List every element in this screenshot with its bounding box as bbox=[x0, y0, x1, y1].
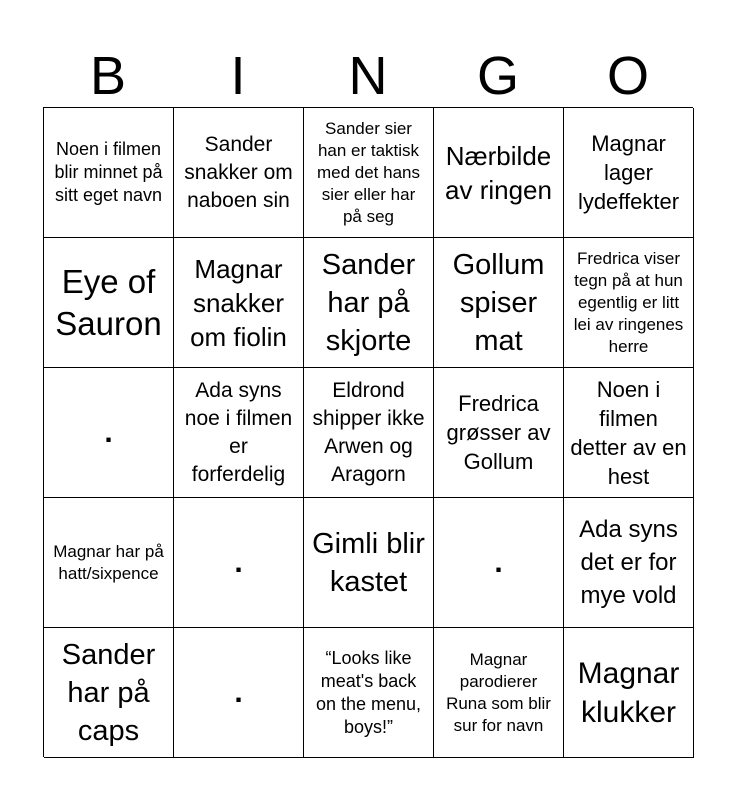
cell-text: Sander har på skjorte bbox=[321, 248, 416, 357]
bingo-cell[interactable] bbox=[304, 628, 434, 758]
cell-text: Magnar har på hatt/sixpence bbox=[53, 541, 164, 583]
bingo-cell[interactable] bbox=[434, 368, 564, 498]
cell-text: Sander snakker om naboen sin bbox=[184, 132, 293, 212]
cell-text: Eldrond shipper ikke Arwen og Aragorn bbox=[312, 378, 425, 486]
bingo-cell[interactable] bbox=[304, 368, 434, 498]
cell-text: Magnar lager lydeffekter bbox=[577, 131, 680, 214]
bingo-cell[interactable] bbox=[434, 498, 564, 628]
cell-text: Sander sier han er taktisk med det hans sier eller har på seg bbox=[316, 118, 420, 226]
cell-text: “Looks like meat's back on the menu, boys!” bbox=[315, 647, 422, 737]
bingo-cell[interactable] bbox=[174, 628, 304, 758]
cell-text: Ada syns det er for mye vold bbox=[579, 516, 678, 609]
cell-text: . bbox=[494, 545, 503, 579]
bingo-cell[interactable] bbox=[434, 238, 564, 368]
bingo-cell[interactable] bbox=[174, 108, 304, 238]
cell-text: Fredrica grøsser av Gollum bbox=[446, 391, 551, 474]
cell-text: Noen i filmen detter av en hest bbox=[570, 376, 687, 489]
bingo-cell[interactable] bbox=[564, 238, 694, 368]
cell-text: Nærbilde av ringen bbox=[445, 140, 552, 205]
cell-text: Sander har på caps bbox=[61, 638, 156, 747]
cell-text: . bbox=[104, 415, 113, 449]
header-letter-b: B bbox=[89, 46, 127, 106]
cell-text: . bbox=[234, 545, 243, 579]
header-letter-n: N bbox=[348, 46, 388, 106]
bingo-cell[interactable] bbox=[174, 368, 304, 498]
cell-text: Magnar parodierer Runa som blir sur for navn bbox=[446, 649, 551, 735]
cell-text: Gimli blir kastet bbox=[312, 527, 425, 598]
bingo-cell[interactable] bbox=[564, 628, 694, 758]
bingo-cell[interactable] bbox=[44, 108, 174, 238]
header-letter-o: O bbox=[606, 46, 649, 106]
cell-text: Ada syns noe i filmen er forferdelig bbox=[184, 378, 293, 486]
cell-text: Fredrica viser tegn på at hun egentlig er litt lei av ringenes herre bbox=[573, 248, 684, 356]
bingo-header bbox=[43, 44, 693, 108]
cell-text: Magnar snakker om fiolin bbox=[190, 253, 287, 352]
cell-text: Eye of Sauron bbox=[55, 262, 162, 342]
bingo-cell[interactable] bbox=[304, 498, 434, 628]
header-letter-i: I bbox=[230, 46, 246, 106]
bingo-cell[interactable] bbox=[304, 238, 434, 368]
bingo-cell[interactable] bbox=[44, 498, 174, 628]
bingo-cell[interactable] bbox=[174, 238, 304, 368]
header-letter-g: G bbox=[476, 46, 519, 106]
cell-text: Noen i filmen blir minnet på sitt eget navn bbox=[54, 139, 163, 205]
bingo-grid bbox=[43, 107, 693, 757]
bingo-cell[interactable] bbox=[434, 628, 564, 758]
bingo-cell[interactable] bbox=[564, 368, 694, 498]
bingo-cell[interactable] bbox=[44, 368, 174, 498]
cell-text: Gollum spiser mat bbox=[452, 248, 545, 357]
bingo-cell[interactable] bbox=[304, 108, 434, 238]
bingo-cell[interactable] bbox=[564, 108, 694, 238]
bingo-cell[interactable] bbox=[44, 628, 174, 758]
bingo-cell[interactable] bbox=[44, 238, 174, 368]
bingo-cell[interactable] bbox=[174, 498, 304, 628]
cell-text: . bbox=[234, 675, 243, 709]
bingo-cell[interactable] bbox=[434, 108, 564, 238]
bingo-cell[interactable] bbox=[564, 498, 694, 628]
cell-text: Magnar klukker bbox=[577, 656, 680, 729]
